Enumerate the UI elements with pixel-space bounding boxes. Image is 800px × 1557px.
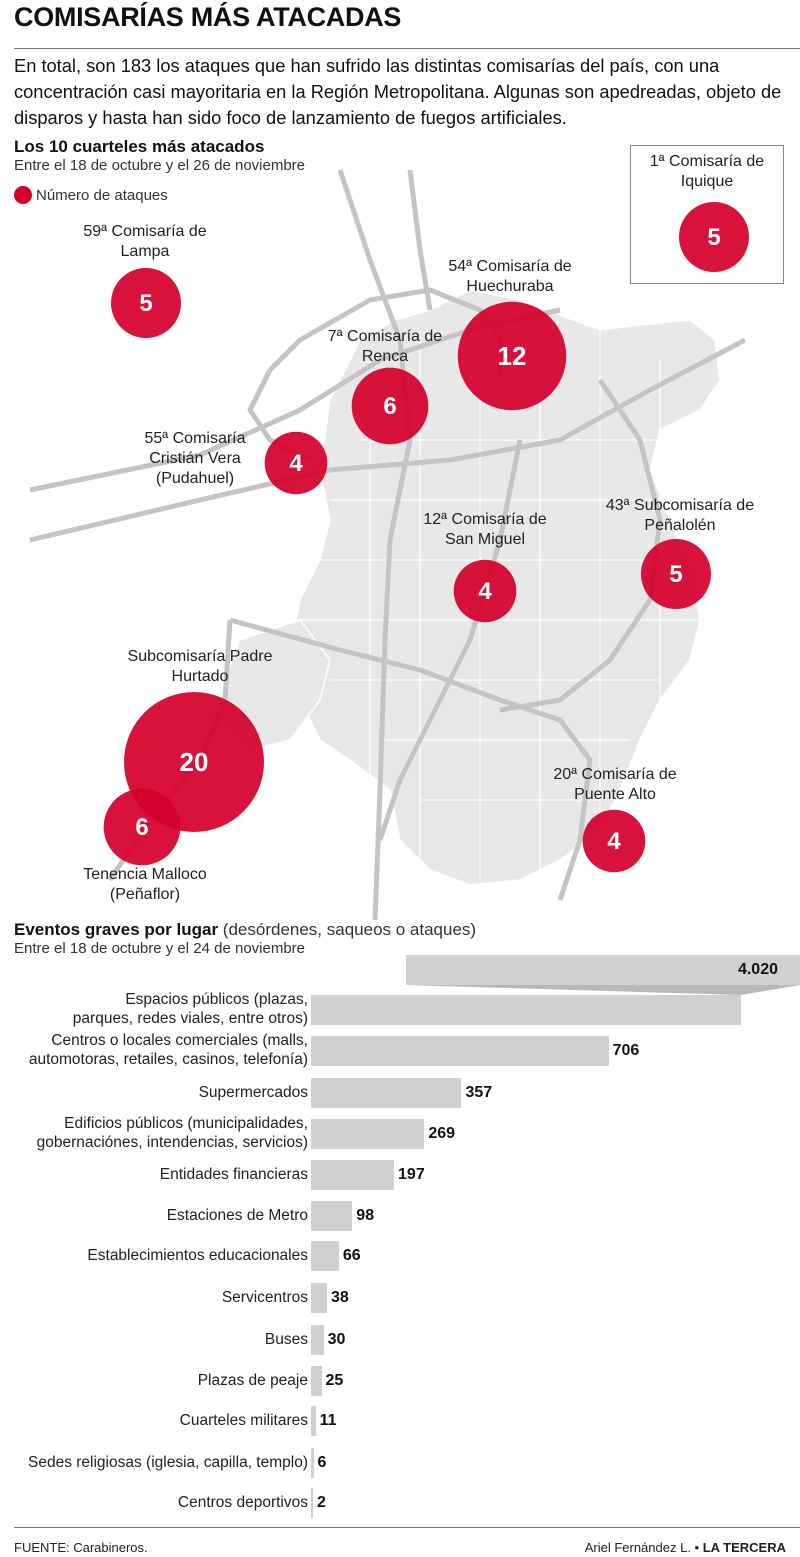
source-note: FUENTE: Carabineros. (14, 1540, 148, 1555)
intro-paragraph: En total, son 183 los ataques que han sufrido las distintas comisarías del país, con una concentración casi mayoritaria en la Región Metropolitana. Algunas son apedreadas, objeto de disparos y hasta han sido foco de lanzamiento de fuegos artificiales. (14, 55, 782, 128)
bar-category-label: Entidades financieras (159, 1165, 308, 1183)
label-lampa: 59ª Comisaría de Lampa (83, 223, 207, 260)
bubble-value-san-miguel: 4 (478, 578, 492, 605)
bar (311, 1448, 314, 1478)
bar-category-label: Sedes religiosas (iglesia, capilla, templo) (28, 1453, 308, 1471)
bar-category-label: Buses (264, 1330, 308, 1348)
bar-category-label: Espacios públicos (plazas, parques, redes viales, entre otros) (72, 991, 308, 1027)
bar-category-label: Edificios públicos (municipalidades, gobernaciónes, intendencias, servicios) (36, 1115, 308, 1151)
label-padre-hurtado: Subcomisaría Padre Hurtado (127, 648, 273, 685)
bar-value-label: 38 (331, 1289, 349, 1306)
bar (311, 995, 741, 1025)
bar-category-label: Centros o locales comerciales (malls, automotoras, retailes, casinos, telefonía) (28, 1032, 308, 1068)
bar (311, 1201, 352, 1231)
bar (311, 1488, 313, 1518)
bar-value-label: 6 (317, 1454, 327, 1471)
credit (585, 1540, 786, 1555)
map-title: Los 10 cuarteles más atacados (14, 137, 265, 156)
bar-value-label: 25 (325, 1372, 344, 1389)
bar (311, 1036, 609, 1066)
bar (311, 1241, 339, 1271)
bar (311, 1366, 322, 1396)
bar-category-label: Servicentros (221, 1288, 308, 1306)
bubble-value-padre-hurtado: 20 (179, 747, 209, 777)
divider-bottom (14, 1527, 800, 1528)
bar (311, 1325, 324, 1355)
bubble-value-iquique: 5 (707, 224, 721, 251)
bar-value-label: 197 (398, 1166, 425, 1183)
bar-category-label: Plazas de peaje (197, 1371, 308, 1389)
label-pudahuel: 55ª Comisaría Cristián Vera (Pudahuel) (144, 430, 246, 487)
label-san-miguel: 12ª Comisaría de San Miguel (423, 511, 547, 548)
bubble-value-penalolen: 5 (669, 561, 683, 588)
bar-value-label: 2 (317, 1494, 326, 1511)
bar (311, 1406, 316, 1436)
bar-category-label: Centros deportivos (177, 1493, 308, 1511)
bubble-value-huechuraba: 12 (497, 341, 527, 371)
page-title: COMISARÍAS MÁS ATACADAS (14, 2, 402, 32)
bar-value-label: 30 (327, 1331, 346, 1348)
bars-title-rest: (desórdenes, saqueos o ataques) (218, 920, 477, 939)
bars-subtitle: Entre el 18 de octubre y el 24 de noviembre (14, 940, 306, 957)
bar-category-label: Estaciones de Metro (166, 1206, 308, 1224)
label-malloco: Tenencia Malloco (Peñaflor) (83, 866, 207, 903)
bar (311, 1283, 327, 1313)
bar (311, 1160, 394, 1190)
bar-value-label: 357 (465, 1084, 493, 1101)
bubble-value-renca: 6 (383, 393, 397, 420)
bar-category-label: Supermercados (198, 1083, 308, 1101)
bubble-value-lampa: 5 (139, 290, 153, 317)
bar-value-label: 11 (319, 1412, 337, 1429)
map-subtitle: Entre el 18 de octubre y el 26 de noviembre (14, 157, 306, 174)
bar-value-label: 66 (342, 1247, 361, 1264)
bars-title-bold: Eventos graves por lugar (14, 920, 219, 939)
label-huechuraba: 54ª Comisaría de Huechuraba (448, 258, 572, 295)
bar-value-label: 706 (612, 1042, 640, 1059)
label-renca: 7ª Comisaría de Renca (327, 328, 443, 365)
legend-label: Número de ataques (36, 186, 168, 204)
bubble-value-pudahuel: 4 (289, 450, 303, 477)
bar-value-label: 269 (428, 1125, 456, 1142)
label-puente-alto: 20ª Comisaría de Puente Alto (553, 766, 677, 803)
bar (311, 1078, 461, 1108)
label-iquique: 1ª Comisaría de Iquique (649, 153, 765, 190)
bar (311, 1119, 424, 1149)
credit-author: Ariel Fernández L. • (584, 1540, 703, 1555)
bar-value-label: 4.020 (737, 961, 778, 978)
bar-value-label: 98 (356, 1207, 375, 1224)
bar-category-label: Cuarteles militares (179, 1411, 308, 1429)
bar-category-label: Establecimientos educacionales (87, 1246, 308, 1264)
label-penalolen: 43ª Subcomisaría de Peñalolén (605, 497, 755, 534)
bubble-value-puente-alto: 4 (607, 828, 621, 855)
credit-outlet: LA TERCERA (702, 1540, 786, 1555)
bubble-value-malloco: 6 (135, 814, 149, 841)
